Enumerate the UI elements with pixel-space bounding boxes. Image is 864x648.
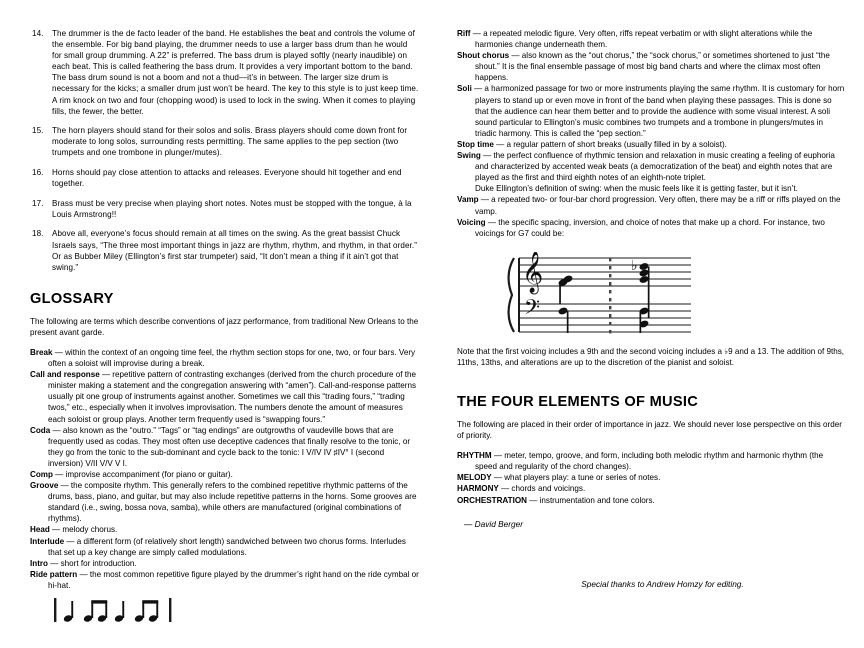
glossary-definition: — a repeated melodic figure. Very often, riffs repeat verbatim or with slight alterations while the harmonies change underneath them. [470,29,813,50]
item-number: 16. [32,168,44,178]
glossary-definition: — a different form (of relatively short length) sandwiched between two chorus forms. Interludes that set up a key change are simply called modulations. [48,536,406,557]
glossary-entry [30,480,419,524]
glossary-heading: GLOSSARY [30,290,114,307]
svg-text:𝄢: 𝄢 [524,294,541,324]
element-entry [457,483,846,494]
glossary-entry [30,347,419,369]
quarter-note [114,601,124,623]
glossary-entry-continuation [457,183,846,194]
right-column [457,28,846,597]
element-definition: — meter, tempo, groove, and form, including both melodic rhythm and harmonic rhythm (the speed and regularity of the chord changes). [475,451,824,472]
staff-explanatory-note: Note that the first voicing includes a 9th and the second voicing includes a ♭9 and a 13. The addition of 9ths, 11ths, 13ths, and alterations are up to the discretion of the pianist and soloist. [457,346,845,367]
glossary-entry [457,194,846,216]
author-signature: — David Berger [464,518,524,529]
glossary-entry [457,150,846,183]
glossary-definition: — the specific spacing, inversion, and choice of notes that make up a chord. For instance, two voicings for G7 could be: [475,217,825,238]
beamed-eighth-pair [83,600,107,623]
item-text: The drummer is the de facto leader of the band. He establishes the beat and controls the volume of the ensemble. For big band playing, the drummer needs to use a larger bass drum than he would for small group drumming. A 22” is preferred. The bass drum is played softly (nearly inaudible) on each beat. This is called feathering the bass drum. It provides a very important bottom to the band. The bass drum sound is not a boom and not a thud—it’s in between. The larger size drum is necessary for the kicks; a smaller drum just won’t be heard. The key to this style is to just keep time. A rim knock on two and four (chopping wood) is used to lock in the swing. When it comes to playing fills, the fewer, the better. [52,29,419,116]
quarter-note [63,601,73,623]
element-definition: — instrumentation and tone colors. [527,495,655,505]
element-term: HARMONY [457,484,499,494]
glossary-list-left [30,347,419,591]
glossary-entry [457,139,846,150]
glossary-definition: — improvise accompaniment (for piano or guitar). [52,470,233,479]
list-item [30,125,419,158]
glossary-definition: — the perfect confluence of rhythmic tension and relaxation in music creating a feeling of euphoria and characterized by accented weak beats (a democratization of the beat) and eighth notes that are played as the first and third eighth notes of an eighth-note triplet. [475,151,835,183]
left-column [30,28,419,591]
dotted-barline [609,258,611,333]
svg-text:𝄞: 𝄞 [522,251,544,293]
glossary-entry [457,83,846,138]
element-entry [457,450,846,472]
item-text: Horns should pay close attention to attacks and releases. Everyone should hit together and end together. [52,168,402,189]
glossary-term: Shout chorus [457,51,510,61]
four-elements-heading: THE FOUR ELEMENTS OF MUSIC [457,393,699,410]
glossary-entry [30,425,419,469]
rhythm-notation-svg [52,594,182,630]
glossary-entry [457,50,846,83]
glossary-definition: — melody chorus. [49,525,118,535]
glossary-entry [30,524,419,535]
list-item [30,198,419,220]
glossary-definition: — a repeated two- or four-bar chord progression. Very often, there may be a riff or riffs played on the vamp. [475,195,841,216]
list-item [30,167,419,189]
glossary-entry [457,28,846,50]
glossary-term: Voicing [457,217,486,227]
glossary-entry [30,558,419,569]
glossary-definition: — the most common repetitive figure played by the drummer’s right hand on the ride cymbal or hi-hat. [48,569,419,590]
glossary-definition: — a regular pattern of short breaks (usually filled in by a soloist). [493,139,727,149]
glossary-list-right [457,28,846,239]
element-definition: — what players play: a tune or series of notes. [491,473,661,483]
glossary-term: Comp [30,470,53,479]
glossary-definition: — the composite rhythm. This generally refers to the combined repetitive rhythmic patterns of the drums, bass, piano, and guitar, but may also include repetitive patterns in the horns. Some grooves are standard (i.e., swing, bossa nova, samba), while others are manufactured (original combinations of rhythms). [48,481,417,524]
element-term: MELODY [457,473,492,483]
item-number: 18. [32,229,44,239]
two-column-layout [30,28,845,597]
flat-accidental-icon: ♭ [631,257,638,274]
numbered-guideline-list [30,28,419,273]
chord-voicing-2-noteheads [639,262,650,333]
glossary-definition: — a harmonized passage for two or more instruments playing the same rhythm. It is customary for horn players to stand up or even move in front of the band when playing these passages. This is done so that the audience can hear them better and to provide the audience with some visual interest. A soli sound particular to Ellington’s music combines two trumpets and a trombone in plungers/mutes in triadic harmony. This is called the “pep section.” [471,84,845,138]
element-definition: — chords and voicings. [498,484,586,494]
ride-pattern-rhythm-notation [52,594,182,630]
glossary-definition: — also known as the “outro.” “Tags” or “tag endings” are outgrowths of vaudeville bows that are frequently used as codas. They most often use deceptive cadences that finally resolve to the tonic, or they go from the tonic to the sub-dominant and cycle back to the tonic: I V/IV IV ♯IV° I (second inversion) V/II V/V V I. [48,425,411,468]
glossary-term: Intro [30,558,48,568]
glossary-definition: — within the context of an ongoing time feel, the rhythm section stops for one, two, or four bars. Very often a soloist will improvise during a break. [48,347,416,369]
glossary-entry [30,469,419,480]
bass-clef-icon [524,295,540,324]
element-term: RHYTHM [457,451,492,461]
glossary-definition: — short for introduction. [47,558,137,568]
four-elements-list [457,450,846,505]
item-text: Above all, everyone’s focus should remain at all times on the swing. As the great bassist Chuck Israels says, “The three most important things in jazz are rhythm, rhythm, and rhythm, in that order.” Or as Bubber Miley (Ellington’s first star trumpeter) said, “It don’t mean a thing if it ain’t got that swing.” [52,229,417,272]
glossary-entry [30,569,419,591]
glossary-entry [30,369,419,424]
glossary-term: Soli [457,84,472,94]
item-number: 15. [32,126,44,136]
glossary-definition: Duke Ellington’s definition of swing: when the music feels like it is getting faster, but it isn’t. [475,184,798,194]
glossary-term: Riff [457,29,471,38]
glossary-term: Coda [30,425,51,435]
glossary-entry [457,217,846,239]
element-entry [457,495,846,506]
glossary-term: Stop time [457,139,494,149]
grand-staff-g7-voicings [505,252,846,336]
glossary-term: Call and response [30,370,100,380]
grand-staff-svg [505,252,695,336]
list-item [30,228,419,272]
item-number: 17. [32,198,44,208]
glossary-term: Vamp [457,195,479,205]
glossary-intro: The following are terms which describe conventions of jazz performance, from traditional New Orleans to the present avant garde. [30,316,419,337]
glossary-entry [30,536,419,558]
editing-credit: Special thanks to Andrew Homzy for editing. [581,578,744,589]
element-entry [457,472,846,483]
item-number: 14. [32,29,44,38]
item-text: Brass must be very precise when playing short notes. Notes must be stopped with the tongue, à la Louis Armstrong!! [52,198,412,219]
glossary-term: Groove [30,481,59,491]
brace [508,258,514,332]
glossary-term: Break [30,347,53,357]
glossary-term: Interlude [30,536,65,546]
treble-clef-icon [522,252,543,294]
glossary-term: Head [30,525,50,535]
glossary-definition: — also known as the “out chorus,” the “sock chorus,” or sometimes shortened to just “the shout.” It is the final ensemble passage of most big band charts and where the climax most often happens. [475,51,830,83]
beamed-eighth-pair [134,600,158,623]
glossary-term: Swing [457,151,481,161]
list-item [30,28,419,117]
chord-voicing-2 [631,258,638,274]
glossary-term: Ride pattern [30,569,78,579]
glossary-definition: — repetitive pattern of contrasting exchanges (derived from the church procedure of the minister making a statement and the congregation answering with “amen”). Call-and-response patterns usually pit one group of instruments against another. Sometimes we call this “trading fours,” “trading twos,” etc., especially when it involves improvisation. The numbers denote the amount of measures each soloist or group plays. Another term frequently used is “swapping fours.” [48,370,417,424]
element-term: ORCHESTRATION [457,495,527,505]
item-text: The horn players should stand for their solos and solis. Brass players should come down front for moderate to long solos, surrounding rests permitting. The same applies to the pep section (two trumpets and one trombone in plunger/mutes). [52,126,408,158]
four-elements-intro: The following are placed in their order of importance in jazz. We should never lose perspective on this order of priority. [457,419,842,441]
